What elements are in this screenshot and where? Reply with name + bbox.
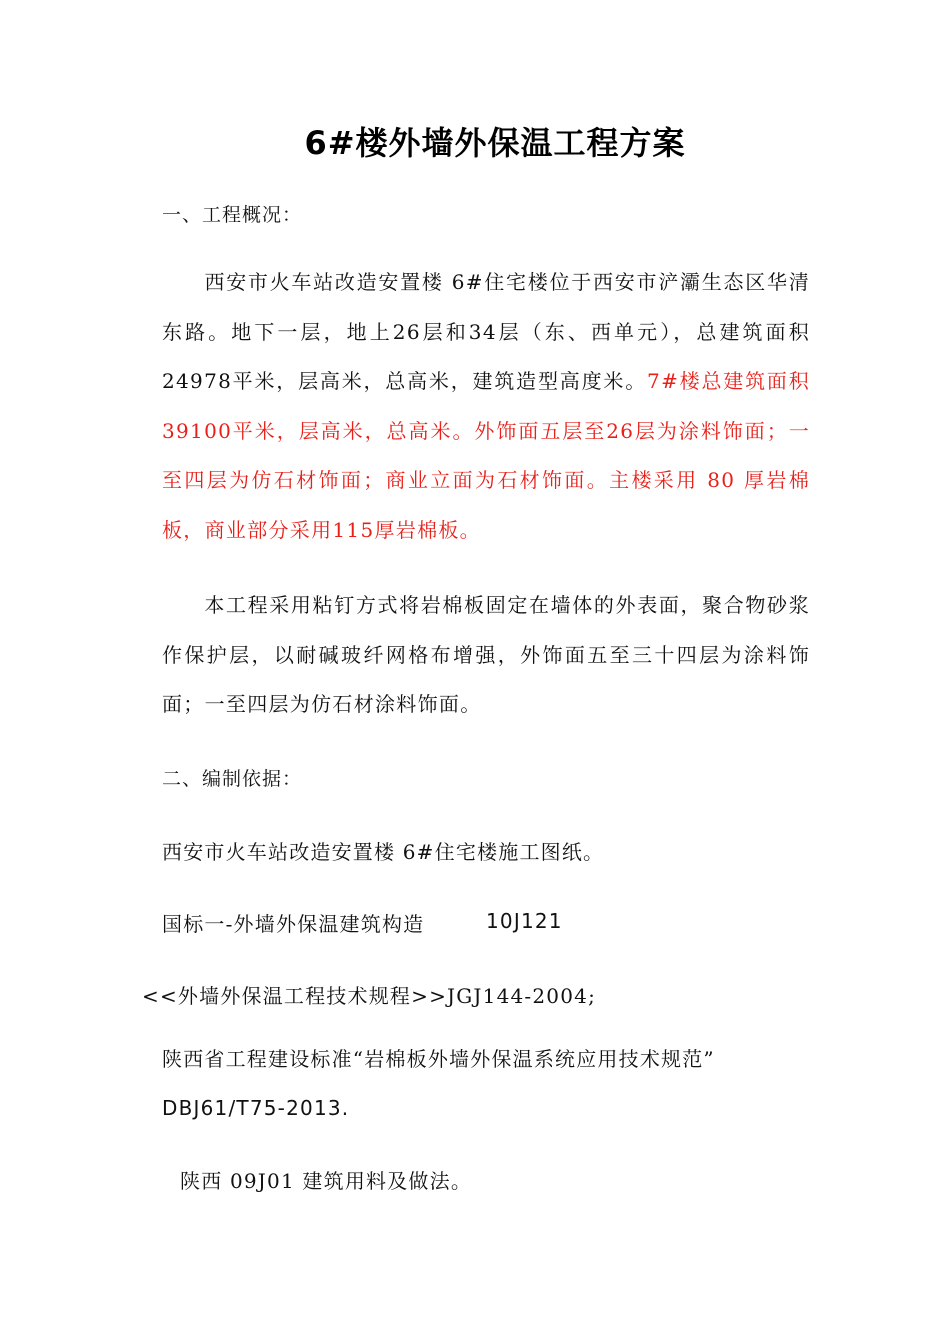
section-heading-basis: 二、编制依据： — [162, 768, 303, 790]
basis-item-drawings: 西安市火车站改造安置楼 6#住宅楼施工图纸。 — [162, 840, 605, 864]
method-text: 本工程采用粘钉方式将岩棉板固定在墙体的外表面，聚合物砂浆作保护层，以耐碱玻纤网格布增强，外饰面五至三十四层为涂料饰面；一至四层为仿石材涂料饰面。 — [162, 593, 810, 717]
method-paragraph — [162, 581, 810, 730]
basis-item-standard-code: 10J121 — [486, 909, 563, 933]
overview-paragraph — [162, 258, 810, 556]
overview-text: 西安市火车站改造安置楼 6#住宅楼位于西安市浐灞生态区华清东路。地下一层，地上26层和34层（东、西单元），总建筑面积24978平米，层高米，总高米，建筑造型高度米。 — [162, 270, 810, 394]
basis-item-national-standard: 国标一-外墙外保温建筑构造 — [162, 912, 425, 936]
basis-item-materials: 陕西 09J01 建筑用料及做法。 — [180, 1169, 473, 1193]
section-heading-overview: 一、工程概况： — [162, 204, 303, 226]
basis-item-regulation: <<外墙外保温工程技术规程>>JGJ144-2004; — [142, 984, 597, 1008]
overview-highlight-text: 7#楼总建筑面积39100平米，层高米，总高米。外饰面五层至26层为涂料饰面；一至四层为仿石材饰面；商业立面为石材饰面。主楼采用 80 厚岩棉板，商业部分采用115厚岩棉板。 — [162, 369, 810, 542]
basis-item-provincial-standard: 陕西省工程建设标准“岩棉板外墙外保温系统应用技术规范” — [162, 1047, 715, 1071]
basis-item-provincial-code: DBJ61/T75-2013. — [162, 1096, 350, 1120]
page-title: 6#楼外墙外保温工程方案 — [304, 124, 686, 162]
